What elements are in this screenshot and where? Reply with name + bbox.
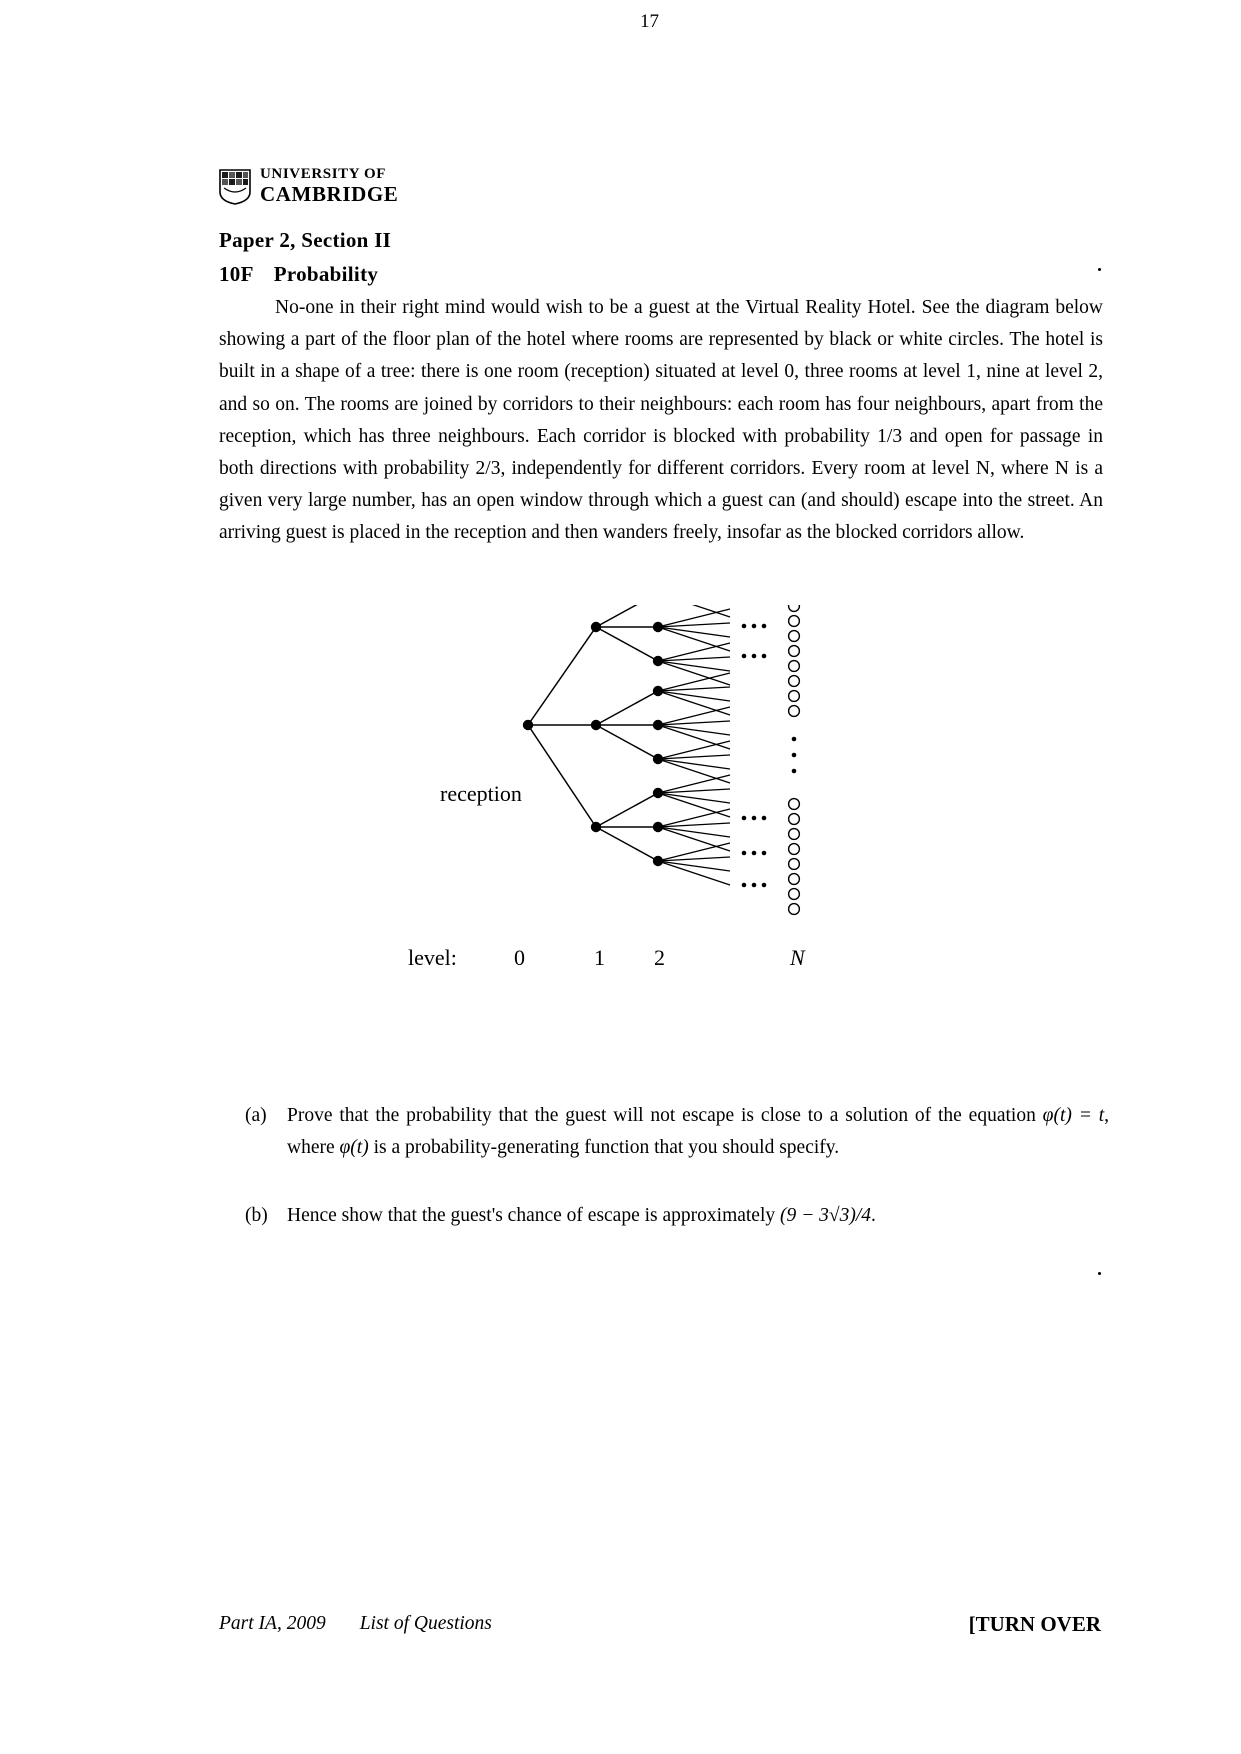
part-b-marker: (b) [245,1205,268,1226]
level-tick-1: 1 [594,945,605,970]
cambridge-crest-icon [218,168,252,206]
level-axis [400,945,1020,985]
part-a-text [287,1100,1109,1163]
part-a-marker: (a) [245,1105,267,1126]
university-line-2: CAMBRIDGE [260,181,399,206]
level-tick-n: N [790,945,805,970]
page-speck [1098,268,1101,271]
question-title [219,262,378,287]
footer-left [219,1613,492,1635]
level-tick-0: 0 [514,945,525,970]
question-topic: Probability [273,262,379,286]
page-speck [1098,1272,1101,1275]
question-paragraph: No-one in their right mind would wish to be a guest at the Virtual Reality Hotel. See the diagram below showing a part of the floor plan of the hotel where rooms are represented by black or white circles. The hotel is built in a shape of a tree: there is one room (reception) situated at level 0, three rooms at level 1, nine at level 2, and so on. The rooms are joined by corridors to their neighbours: each room has four neighbours, apart from the reception, which has three neighbours. Each corridor is blocked with probability 1/3 and open for passage in both directions with probability 2/3, independently for different corridors. Every room at level N, where N is a given very large number, has an open window through which a guest can (and should) escape into the street. An arriving guest is placed in the reception and then wanders freely, insofar as the blocked corridors allow. [219,297,1103,544]
page-header [218,168,1078,208]
part-a-equation: φ(t) = t [1042,1105,1105,1126]
paper-section-title: Paper 2, Section II [219,228,392,252]
footer-list-of-questions: List of Questions [359,1613,492,1634]
part-a-text-middle: , where [287,1105,1109,1158]
footer-turn-over: [TURN OVER [968,1612,1101,1636]
part-a-equation-2: φ(t) [339,1136,369,1158]
question-part-a [245,1100,1115,1163]
level-axis-label: level: [408,945,457,970]
footer-part-label: Part IA, 2009 [219,1613,326,1634]
part-b-text [287,1200,1109,1232]
university-line-1: UNIVERSITY OF [260,166,387,182]
part-b-text-before: Hence show that the guest's chance of escape is approximately [287,1205,781,1226]
question-part-b [245,1200,1115,1232]
university-name [260,167,398,205]
reception-label: reception [440,781,522,806]
part-b-text-after: . [871,1205,876,1226]
level-tick-2: 2 [654,945,665,970]
part-a-text-before: Prove that the probability that the guest will not escape is close to a solution of the equation [287,1105,1043,1126]
part-b-equation: (9 − 3√3)/4 [780,1205,872,1226]
question-number: 10F [219,262,254,286]
page-number: 17 [640,11,659,32]
hotel-tree-diagram [400,605,1020,1005]
part-a-text-after: is a probability-generating function that you should specify. [368,1136,840,1158]
